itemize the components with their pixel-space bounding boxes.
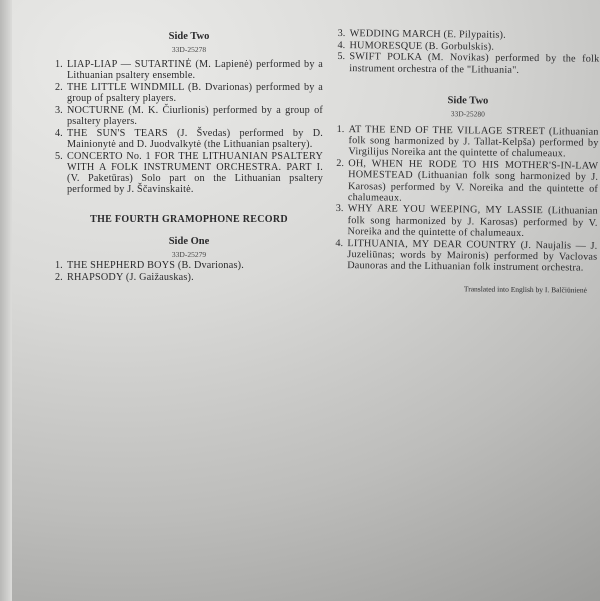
- side-one-heading: Side One: [168, 236, 210, 247]
- track-item: 3. WEDDING MARCH (E. Pilypaitis).: [337, 27, 506, 41]
- side-one-track-list: [55, 260, 323, 283]
- side-two-catalog-code: 33D-25278: [171, 45, 207, 54]
- side-two-heading: Side Two: [168, 31, 210, 42]
- track-item: 5. CONCERTO No. 1 FOR THE LITHUANIAN PSALTERY WITH A FOLK INSTRUMENT ORCHESTRA. PART I. (V. Paketūras) Solo part on the Lithuanian psaltery performed by J. Ščavinskaitė.: [55, 150, 323, 196]
- side-two-track-list: [335, 124, 599, 274]
- page-edge: [0, 0, 12, 601]
- side-two-catalog-code: 33D-25280: [450, 109, 485, 119]
- track-item: 5. SWIFT POLKA (M. Novikas) performed by the folk instrument orchestra of the "Lithuania".: [337, 51, 600, 76]
- side-one-continued-track-list: [337, 28, 599, 77]
- track-item: 2. THE LITTLE WINDMILL (B. Dvarionas) performed by a group of psaltery players.: [55, 81, 323, 105]
- track-item: 2. OH, WHEN HE RODE TO HIS MOTHER'S-IN-LAW HOMESTEAD (Lithuanian folk song harmonized by J. Karosas) performed by V. Noreika and the quintette of chalumeaux.: [336, 158, 599, 204]
- track-item: 3. WHY ARE YOU WEEPING, MY LASSIE (Lithuanian folk song harmonized by J. Karosas) performed by V. Noreika and the quintette of chalumeaux.: [335, 203, 598, 239]
- track-item: 4. THE SUN'S TEARS (J. Švedas) performed by D. Mainionytė and D. Juodvalkytė (the Lithuanian psaltery).: [55, 127, 323, 150]
- track-item: 4. LITHUANIA, MY DEAR COUNTRY (J. Naujalis — J. Juzeliūnas; words by Maironis) performed by Vaclovas Daunoras and the Lithuanian folk instrument orchestra.: [335, 237, 598, 274]
- right-column: [335, 0, 600, 295]
- track-item: 1. AT THE END OF THE VILLAGE STREET (Lithuanian folk song harmonized by J. Tallat-Kelpša) performed by Virgilijus Noreika ant the quintette of chalumeaux.: [336, 123, 599, 160]
- side-two-track-list: [55, 59, 323, 196]
- track-item: 4. HUMORESQUE (B. Gorbulskis).: [337, 39, 495, 53]
- side-two-heading: Side Two: [447, 95, 489, 107]
- track-item: 2. RHAPSODY (J. Gaižauskas).: [55, 271, 194, 283]
- track-item: 3. NOCTURNE (M. K. Čiurlionis) performed by a group of psaltery players.: [55, 104, 323, 128]
- fourth-record-heading: THE FOURTH GRAMOPHONE RECORD: [90, 214, 288, 225]
- translator-credit: Translated into English by I. Balčiūnienė: [463, 284, 588, 295]
- track-item: 1. THE SHEPHERD BOYS (B. Dvarionas).: [55, 260, 244, 271]
- track-item: 1. LIAP-LIAP — SUTARTINĖ (M. Lapienė) performed by a Lithuanian psaltery ensemble.: [55, 59, 323, 82]
- side-one-catalog-code: 33D-25279: [171, 250, 207, 259]
